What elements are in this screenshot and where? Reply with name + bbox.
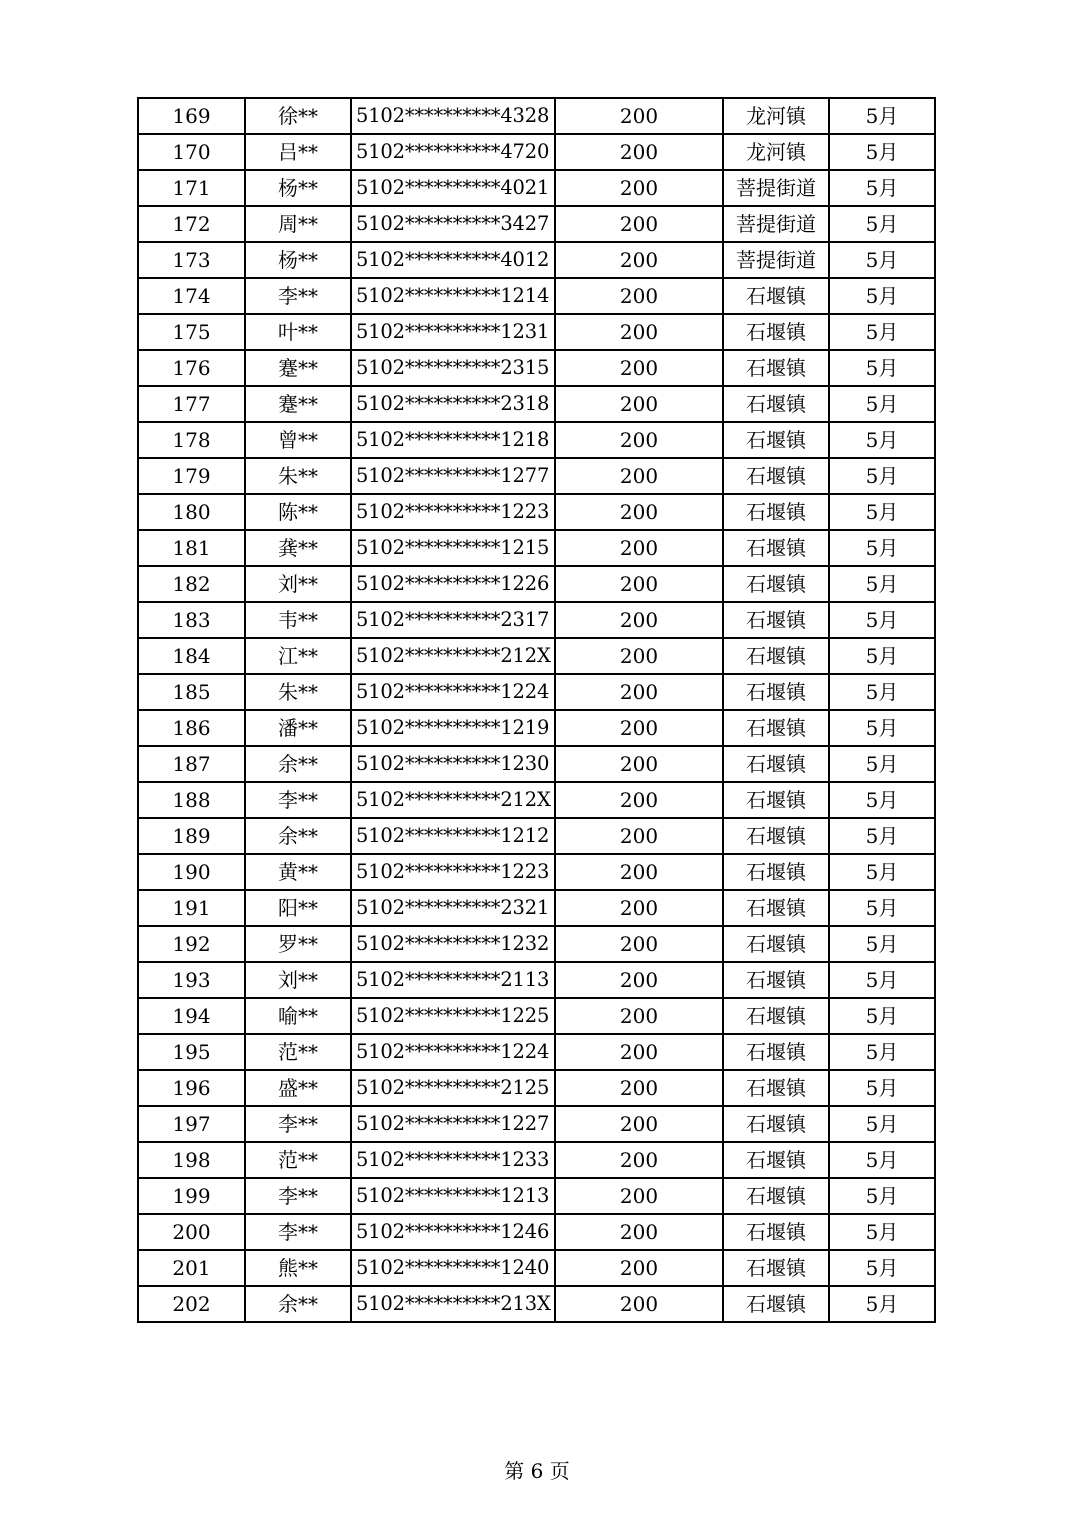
- amount-cell: 200: [555, 350, 723, 386]
- amount-cell: 200: [555, 674, 723, 710]
- area-cell: 石堰镇: [723, 746, 829, 782]
- month-cell: 5月: [829, 1250, 935, 1286]
- area-cell: 石堰镇: [723, 602, 829, 638]
- area-cell: 石堰镇: [723, 962, 829, 998]
- id-number-cell: 5102**********212X: [351, 638, 555, 674]
- name-cell: 徐**: [245, 98, 351, 134]
- name-cell: 范**: [245, 1034, 351, 1070]
- area-cell: 石堰镇: [723, 926, 829, 962]
- row-number-cell: 174: [138, 278, 245, 314]
- amount-cell: 200: [555, 1178, 723, 1214]
- area-cell: 龙河镇: [723, 134, 829, 170]
- amount-cell: 200: [555, 98, 723, 134]
- area-cell: 石堰镇: [723, 890, 829, 926]
- amount-cell: 200: [555, 134, 723, 170]
- name-cell: 刘**: [245, 566, 351, 602]
- name-cell: 周**: [245, 206, 351, 242]
- row-number-cell: 172: [138, 206, 245, 242]
- table-row: [138, 206, 935, 242]
- month-cell: 5月: [829, 962, 935, 998]
- month-cell: 5月: [829, 998, 935, 1034]
- id-number-cell: 5102**********1230: [351, 746, 555, 782]
- month-cell: 5月: [829, 422, 935, 458]
- month-cell: 5月: [829, 746, 935, 782]
- area-cell: 石堰镇: [723, 458, 829, 494]
- row-number-cell: 178: [138, 422, 245, 458]
- table-row: [138, 998, 935, 1034]
- month-cell: 5月: [829, 566, 935, 602]
- area-cell: 石堰镇: [723, 494, 829, 530]
- table-row: [138, 386, 935, 422]
- name-cell: 韦**: [245, 602, 351, 638]
- area-cell: 石堰镇: [723, 1214, 829, 1250]
- id-number-cell: 5102**********4021: [351, 170, 555, 206]
- amount-cell: 200: [555, 602, 723, 638]
- area-cell: 石堰镇: [723, 566, 829, 602]
- area-cell: 石堰镇: [723, 530, 829, 566]
- name-cell: 盛**: [245, 1070, 351, 1106]
- name-cell: 余**: [245, 818, 351, 854]
- amount-cell: 200: [555, 1106, 723, 1142]
- area-cell: 石堰镇: [723, 1106, 829, 1142]
- row-number-cell: 183: [138, 602, 245, 638]
- row-number-cell: 181: [138, 530, 245, 566]
- table-row: [138, 962, 935, 998]
- row-number-cell: 184: [138, 638, 245, 674]
- row-number-cell: 200: [138, 1214, 245, 1250]
- id-number-cell: 5102**********1232: [351, 926, 555, 962]
- row-number-cell: 169: [138, 98, 245, 134]
- month-cell: 5月: [829, 890, 935, 926]
- area-cell: 石堰镇: [723, 1070, 829, 1106]
- table-row: [138, 710, 935, 746]
- id-number-cell: 5102**********1213: [351, 1178, 555, 1214]
- row-number-cell: 182: [138, 566, 245, 602]
- month-cell: 5月: [829, 314, 935, 350]
- amount-cell: 200: [555, 890, 723, 926]
- amount-cell: 200: [555, 1034, 723, 1070]
- id-number-cell: 5102**********213X: [351, 1286, 555, 1322]
- area-cell: 石堰镇: [723, 314, 829, 350]
- row-number-cell: 173: [138, 242, 245, 278]
- area-cell: 石堰镇: [723, 350, 829, 386]
- name-cell: 朱**: [245, 674, 351, 710]
- amount-cell: 200: [555, 206, 723, 242]
- table-row: [138, 98, 935, 134]
- name-cell: 阳**: [245, 890, 351, 926]
- row-number-cell: 202: [138, 1286, 245, 1322]
- row-number-cell: 196: [138, 1070, 245, 1106]
- row-number-cell: 176: [138, 350, 245, 386]
- month-cell: 5月: [829, 1286, 935, 1322]
- amount-cell: 200: [555, 782, 723, 818]
- area-cell: 菩提街道: [723, 170, 829, 206]
- row-number-cell: 189: [138, 818, 245, 854]
- area-cell: 石堰镇: [723, 1142, 829, 1178]
- name-cell: 曾**: [245, 422, 351, 458]
- row-number-cell: 197: [138, 1106, 245, 1142]
- month-cell: 5月: [829, 242, 935, 278]
- name-cell: 潘**: [245, 710, 351, 746]
- name-cell: 吕**: [245, 134, 351, 170]
- row-number-cell: 180: [138, 494, 245, 530]
- id-number-cell: 5102**********1212: [351, 818, 555, 854]
- month-cell: 5月: [829, 1214, 935, 1250]
- month-cell: 5月: [829, 926, 935, 962]
- row-number-cell: 175: [138, 314, 245, 350]
- month-cell: 5月: [829, 782, 935, 818]
- month-cell: 5月: [829, 1106, 935, 1142]
- month-cell: 5月: [829, 494, 935, 530]
- table-body: [138, 98, 935, 1322]
- id-number-cell: 5102**********1215: [351, 530, 555, 566]
- table-row: [138, 242, 935, 278]
- name-cell: 杨**: [245, 170, 351, 206]
- table-row: [138, 782, 935, 818]
- area-cell: 石堰镇: [723, 278, 829, 314]
- table-row: [138, 1286, 935, 1322]
- table-row: [138, 746, 935, 782]
- name-cell: 李**: [245, 1178, 351, 1214]
- id-number-cell: 5102**********1240: [351, 1250, 555, 1286]
- table-row: [138, 1070, 935, 1106]
- month-cell: 5月: [829, 854, 935, 890]
- table-row: [138, 314, 935, 350]
- row-number-cell: 190: [138, 854, 245, 890]
- table-row: [138, 854, 935, 890]
- id-number-cell: 5102**********2315: [351, 350, 555, 386]
- row-number-cell: 191: [138, 890, 245, 926]
- month-cell: 5月: [829, 98, 935, 134]
- area-cell: 石堰镇: [723, 422, 829, 458]
- area-cell: 石堰镇: [723, 1178, 829, 1214]
- name-cell: 李**: [245, 1214, 351, 1250]
- id-number-cell: 5102**********2321: [351, 890, 555, 926]
- month-cell: 5月: [829, 674, 935, 710]
- id-number-cell: 5102**********1219: [351, 710, 555, 746]
- amount-cell: 200: [555, 998, 723, 1034]
- amount-cell: 200: [555, 746, 723, 782]
- amount-cell: 200: [555, 1286, 723, 1322]
- name-cell: 叶**: [245, 314, 351, 350]
- name-cell: 李**: [245, 278, 351, 314]
- id-number-cell: 5102**********1225: [351, 998, 555, 1034]
- amount-cell: 200: [555, 962, 723, 998]
- table-row: [138, 1178, 935, 1214]
- name-cell: 罗**: [245, 926, 351, 962]
- name-cell: 陈**: [245, 494, 351, 530]
- area-cell: 石堰镇: [723, 386, 829, 422]
- row-number-cell: 199: [138, 1178, 245, 1214]
- amount-cell: 200: [555, 494, 723, 530]
- id-number-cell: 5102**********1231: [351, 314, 555, 350]
- table-row: [138, 458, 935, 494]
- name-cell: 杨**: [245, 242, 351, 278]
- table-row: [138, 926, 935, 962]
- name-cell: 李**: [245, 1106, 351, 1142]
- month-cell: 5月: [829, 170, 935, 206]
- amount-cell: 200: [555, 458, 723, 494]
- table-row: [138, 494, 935, 530]
- amount-cell: 200: [555, 1142, 723, 1178]
- name-cell: 朱**: [245, 458, 351, 494]
- amount-cell: 200: [555, 566, 723, 602]
- month-cell: 5月: [829, 602, 935, 638]
- area-cell: 石堰镇: [723, 854, 829, 890]
- id-number-cell: 5102**********1224: [351, 1034, 555, 1070]
- area-cell: 菩提街道: [723, 242, 829, 278]
- month-cell: 5月: [829, 386, 935, 422]
- name-cell: 蹇**: [245, 350, 351, 386]
- id-number-cell: 5102**********3427: [351, 206, 555, 242]
- name-cell: 喻**: [245, 998, 351, 1034]
- table-row: [138, 530, 935, 566]
- month-cell: 5月: [829, 206, 935, 242]
- month-cell: 5月: [829, 1034, 935, 1070]
- amount-cell: 200: [555, 314, 723, 350]
- id-number-cell: 5102**********1277: [351, 458, 555, 494]
- month-cell: 5月: [829, 350, 935, 386]
- row-number-cell: 194: [138, 998, 245, 1034]
- row-number-cell: 185: [138, 674, 245, 710]
- table-row: [138, 1142, 935, 1178]
- id-number-cell: 5102**********4012: [351, 242, 555, 278]
- table-row: [138, 134, 935, 170]
- row-number-cell: 186: [138, 710, 245, 746]
- area-cell: 石堰镇: [723, 998, 829, 1034]
- month-cell: 5月: [829, 1142, 935, 1178]
- table-row: [138, 170, 935, 206]
- area-cell: 石堰镇: [723, 1034, 829, 1070]
- amount-cell: 200: [555, 170, 723, 206]
- id-number-cell: 5102**********2317: [351, 602, 555, 638]
- id-number-cell: 5102**********2318: [351, 386, 555, 422]
- id-number-cell: 5102**********1233: [351, 1142, 555, 1178]
- area-cell: 石堰镇: [723, 1250, 829, 1286]
- amount-cell: 200: [555, 854, 723, 890]
- area-cell: 菩提街道: [723, 206, 829, 242]
- name-cell: 余**: [245, 1286, 351, 1322]
- table-row: [138, 818, 935, 854]
- table-row: [138, 566, 935, 602]
- id-number-cell: 5102**********1226: [351, 566, 555, 602]
- area-cell: 石堰镇: [723, 638, 829, 674]
- month-cell: 5月: [829, 278, 935, 314]
- name-cell: 龚**: [245, 530, 351, 566]
- id-number-cell: 5102**********1227: [351, 1106, 555, 1142]
- table-row: [138, 1250, 935, 1286]
- amount-cell: 200: [555, 386, 723, 422]
- amount-cell: 200: [555, 242, 723, 278]
- area-cell: 石堰镇: [723, 818, 829, 854]
- area-cell: 石堰镇: [723, 674, 829, 710]
- page-number: 第 6 页: [504, 1459, 570, 1483]
- month-cell: 5月: [829, 638, 935, 674]
- row-number-cell: 198: [138, 1142, 245, 1178]
- row-number-cell: 193: [138, 962, 245, 998]
- row-number-cell: 188: [138, 782, 245, 818]
- row-number-cell: 187: [138, 746, 245, 782]
- table-row: [138, 638, 935, 674]
- id-number-cell: 5102**********1218: [351, 422, 555, 458]
- id-number-cell: 5102**********212X: [351, 782, 555, 818]
- amount-cell: 200: [555, 1214, 723, 1250]
- amount-cell: 200: [555, 422, 723, 458]
- area-cell: 石堰镇: [723, 782, 829, 818]
- row-number-cell: 201: [138, 1250, 245, 1286]
- data-table: [137, 97, 936, 1323]
- name-cell: 熊**: [245, 1250, 351, 1286]
- id-number-cell: 5102**********2113: [351, 962, 555, 998]
- row-number-cell: 179: [138, 458, 245, 494]
- table-row: [138, 350, 935, 386]
- area-cell: 石堰镇: [723, 1286, 829, 1322]
- id-number-cell: 5102**********2125: [351, 1070, 555, 1106]
- amount-cell: 200: [555, 710, 723, 746]
- id-number-cell: 5102**********1246: [351, 1214, 555, 1250]
- month-cell: 5月: [829, 818, 935, 854]
- month-cell: 5月: [829, 1070, 935, 1106]
- row-number-cell: 192: [138, 926, 245, 962]
- id-number-cell: 5102**********1214: [351, 278, 555, 314]
- name-cell: 范**: [245, 1142, 351, 1178]
- name-cell: 黄**: [245, 854, 351, 890]
- table-row: [138, 1034, 935, 1070]
- id-number-cell: 5102**********4720: [351, 134, 555, 170]
- amount-cell: 200: [555, 926, 723, 962]
- amount-cell: 200: [555, 278, 723, 314]
- name-cell: 江**: [245, 638, 351, 674]
- month-cell: 5月: [829, 530, 935, 566]
- area-cell: 龙河镇: [723, 98, 829, 134]
- table-row: [138, 422, 935, 458]
- table-row: [138, 602, 935, 638]
- month-cell: 5月: [829, 458, 935, 494]
- name-cell: 刘**: [245, 962, 351, 998]
- table-row: [138, 890, 935, 926]
- area-cell: 石堰镇: [723, 710, 829, 746]
- table-row: [138, 1106, 935, 1142]
- name-cell: 余**: [245, 746, 351, 782]
- name-cell: 蹇**: [245, 386, 351, 422]
- row-number-cell: 170: [138, 134, 245, 170]
- month-cell: 5月: [829, 134, 935, 170]
- id-number-cell: 5102**********4328: [351, 98, 555, 134]
- amount-cell: 200: [555, 1250, 723, 1286]
- table-row: [138, 674, 935, 710]
- amount-cell: 200: [555, 1070, 723, 1106]
- name-cell: 李**: [245, 782, 351, 818]
- row-number-cell: 195: [138, 1034, 245, 1070]
- month-cell: 5月: [829, 1178, 935, 1214]
- month-cell: 5月: [829, 710, 935, 746]
- table-row: [138, 278, 935, 314]
- id-number-cell: 5102**********1224: [351, 674, 555, 710]
- row-number-cell: 171: [138, 170, 245, 206]
- amount-cell: 200: [555, 818, 723, 854]
- amount-cell: 200: [555, 638, 723, 674]
- id-number-cell: 5102**********1223: [351, 494, 555, 530]
- table-row: [138, 1214, 935, 1250]
- id-number-cell: 5102**********1223: [351, 854, 555, 890]
- row-number-cell: 177: [138, 386, 245, 422]
- amount-cell: 200: [555, 530, 723, 566]
